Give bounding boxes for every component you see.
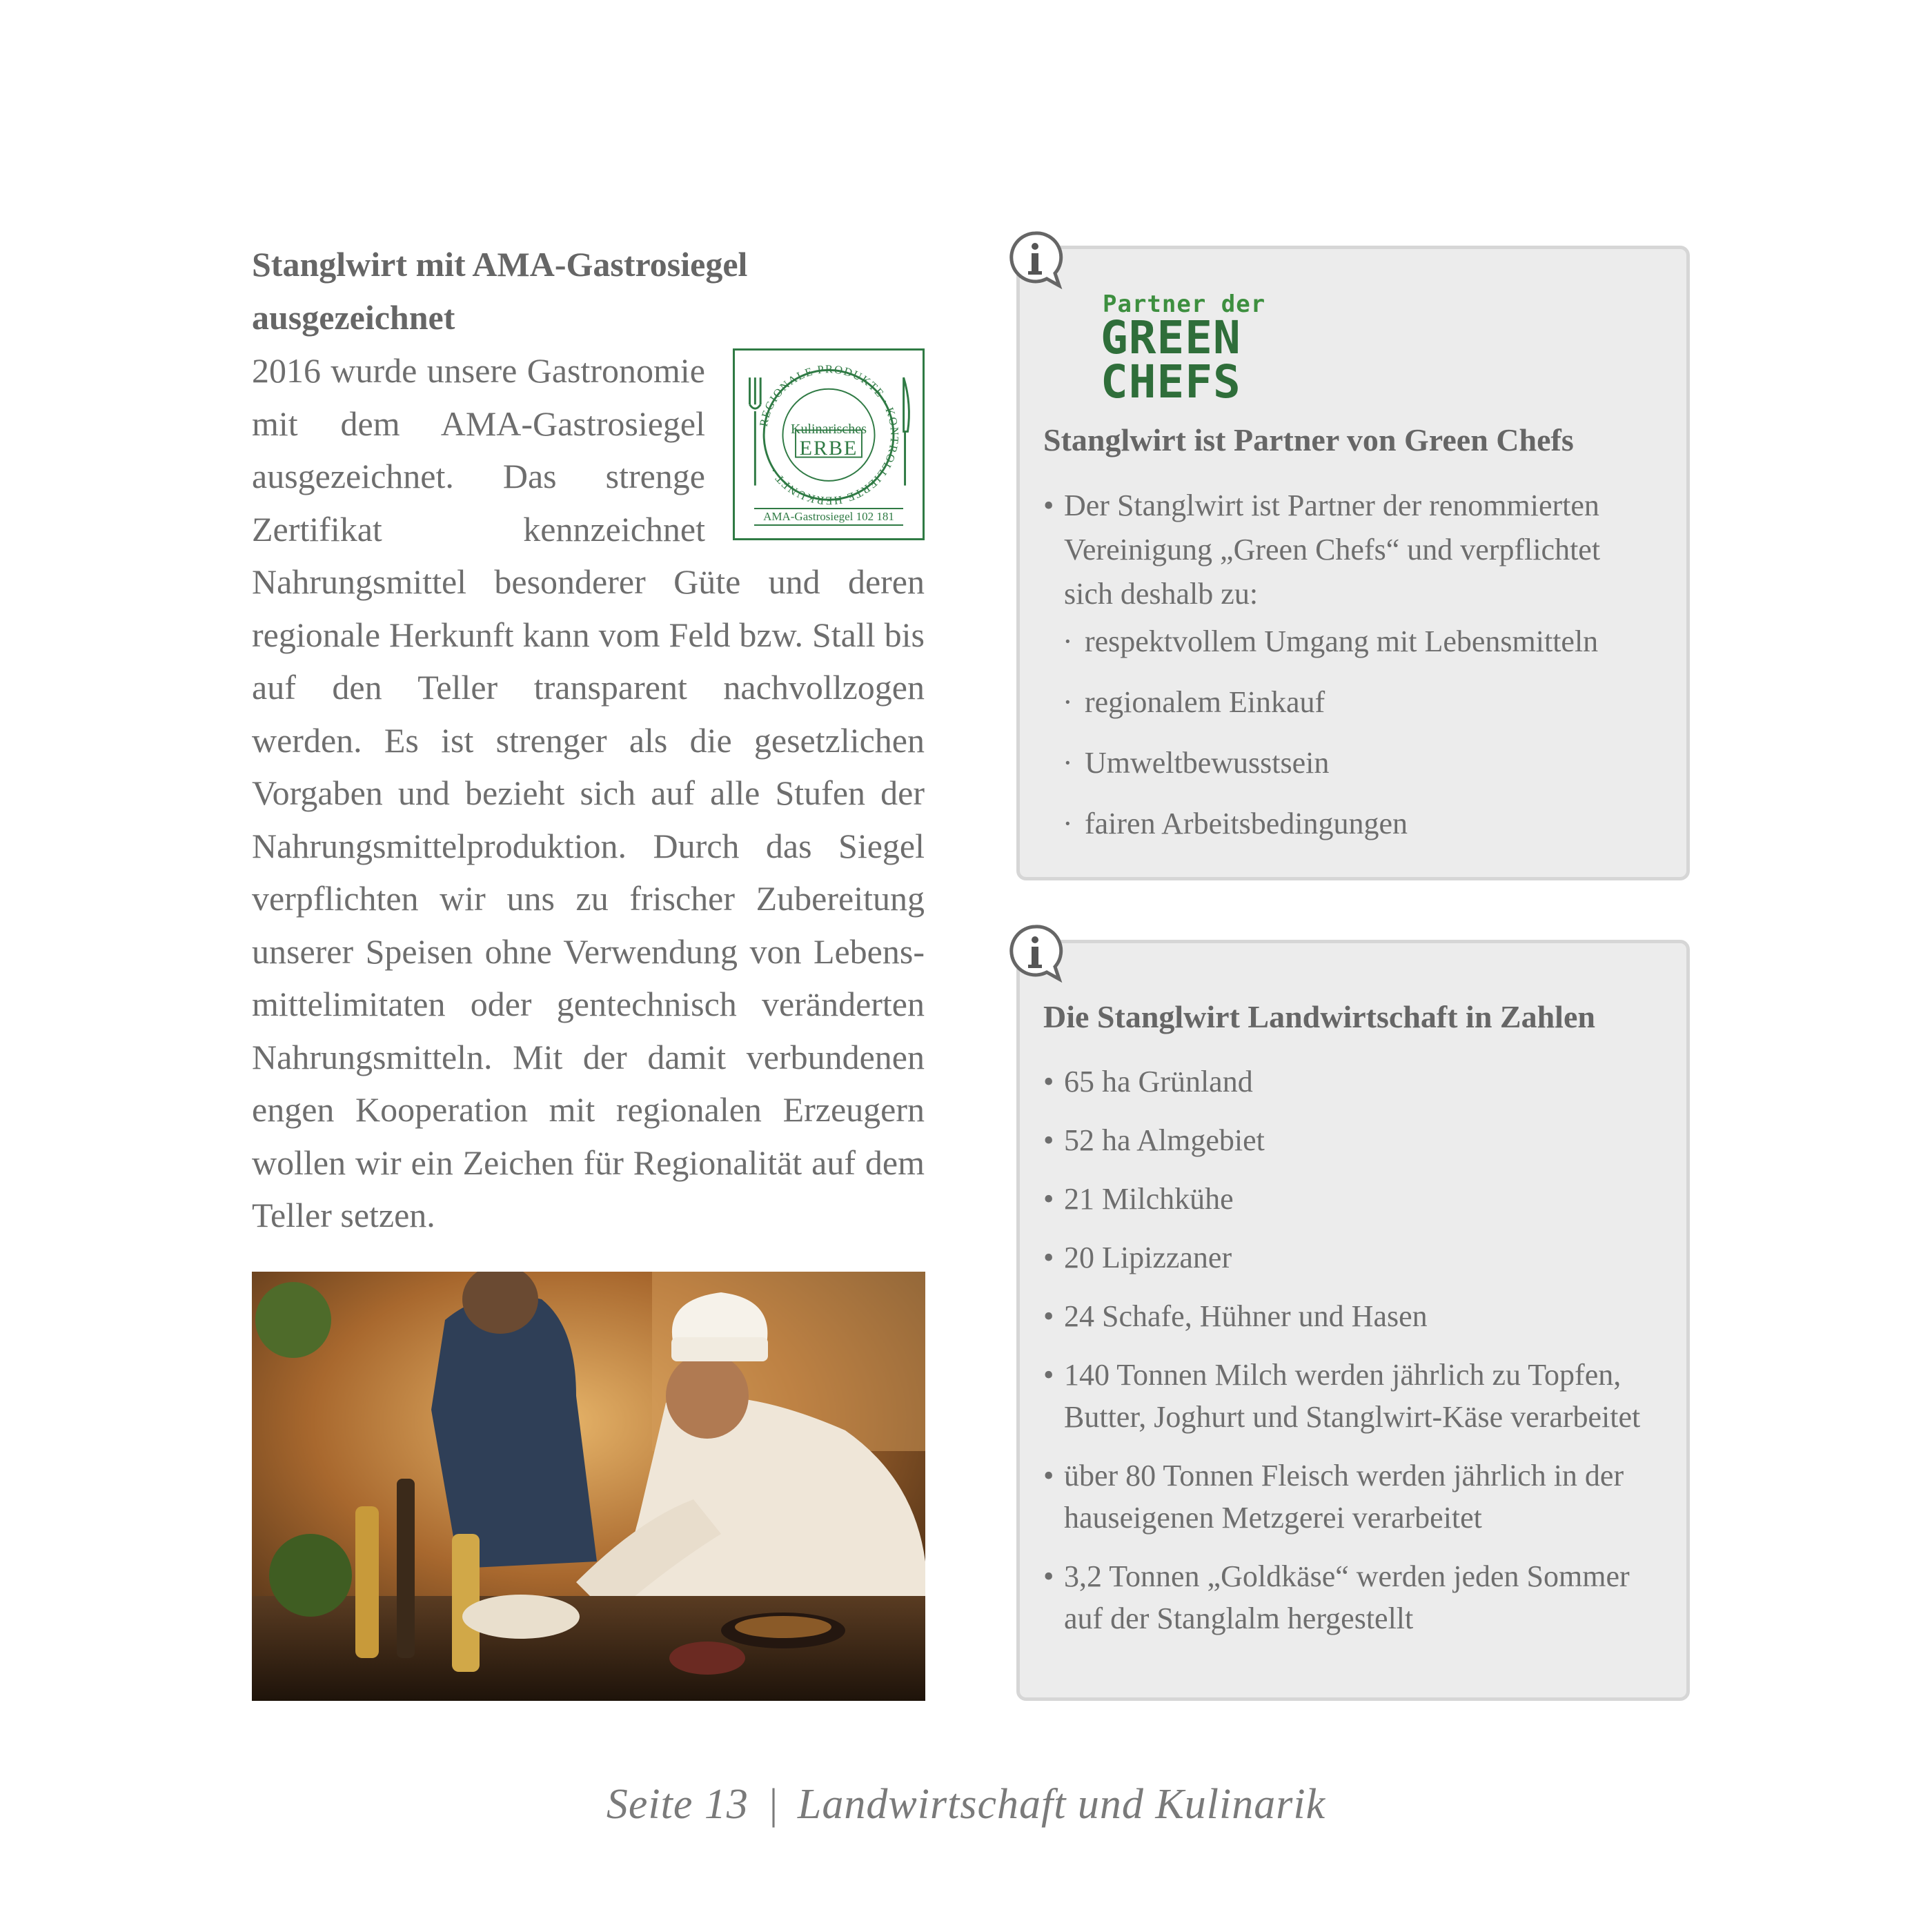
list-item [1043,484,1645,616]
article-body: 2016 wurde unsere Gastronomie mit dem AMA-Gastrosiegel ausgezeichnet. Das strenge Zertifikat kennzeichnet Nahrungsmittel besonderer Güte und deren regionale Herkunft kann vom Feld bzw. Stall bis auf den Teller transparent nachvollzogen werden. Es ist strenger als die gesetzlichen Vorgaben und bezieht sich auf alle Stufen der Nahrungsmittelproduktion. Durch das Siegel verpflichten wir uns zu frischer Zubereitung unserer Speisen ohne Verwendung von Lebensmittelimitaten oder gentechnisch veränderten Nahrungsmitteln. Mit der damit verbundenen engen Kooperation mit regionalen Erzeugern wollen wir ein Zeichen für Regionalität auf dem Teller setzen. [252,351,925,1234]
bullet-icon: • [1043,1182,1054,1216]
seal-caption: AMA-Gastrosiegel 102 181 [754,508,903,526]
sub-bullet-icon: · [1063,624,1073,658]
list-item: · regionalem Einkauf [1063,682,1659,743]
green-chefs-heading: Stanglwirt ist Partner von Green Chefs [1043,422,1574,457]
list-item: • 65 ha Grünland [1043,1061,1645,1103]
logo-partner-der: Partner der [1103,290,1266,318]
bullet-icon: • [1043,1358,1054,1392]
green-chefs-sub-list [1063,622,1659,865]
sub-bullet-icon: · [1063,746,1073,780]
numbers-box [1016,940,1690,1701]
bullet-icon: • [1043,1241,1054,1274]
logo-chefs: CHEFS [1101,355,1241,408]
chef-cooking-photo [252,1272,925,1701]
green-chefs-logo [1101,290,1303,408]
list-item: · Umweltbewusstsein [1063,743,1659,804]
article-column [252,238,925,1242]
section-title: Landwirtschaft und Kulinarik [797,1781,1326,1828]
seal-line-1: Kulinarisches [791,422,867,437]
page-number: Seite 13 [606,1781,749,1828]
seal-ring-text: REGIONALE PRODUKTE · KONTROLLIERTE HERKUNFT · [756,362,902,508]
info-icon [1004,921,1066,983]
ama-gastrosiegel-seal [733,348,925,540]
bullet-text: Der Stanglwirt ist Partner der renommierten Vereinigung „Green Chefs“ und verpflichtet sich deshalb zu: [1064,489,1601,611]
bullet-icon: • [1043,489,1054,522]
bullet-icon: • [1043,1459,1054,1492]
bullet-icon: • [1043,1559,1054,1593]
green-chefs-bullets [1043,484,1645,616]
green-chefs-box [1016,246,1690,880]
list-item: • 21 Milchkühe [1043,1178,1645,1220]
list-item: • 24 Schafe, Hühner und Hasen [1043,1295,1645,1337]
bullet-icon: • [1043,1123,1054,1157]
page-footer [0,1780,1932,1829]
list-item: • 20 Lipizzaner [1043,1236,1645,1279]
info-icon [1004,228,1066,290]
bullet-icon: • [1043,1065,1054,1098]
numbers-list [1043,1061,1645,1656]
numbers-heading: Die Stanglwirt Landwirtschaft in Zahlen [1043,999,1595,1034]
sub-bullet-icon: · [1063,807,1073,840]
seal-line-2: ERBE [799,437,858,460]
list-item: • 140 Tonnen Milch werden jährlich zu Topfen, Butter, Joghurt und Stanglwirt-Käse verarbeitet [1043,1354,1645,1438]
list-item: · respektvollem Umgang mit Lebensmitteln [1063,622,1659,682]
logo-green: GREEN [1101,311,1241,364]
list-item: · fairen Arbeitsbedingungen [1063,804,1659,865]
footer-separator: | [767,1781,780,1828]
list-item: • 52 ha Almgebiet [1043,1119,1645,1161]
bullet-icon: • [1043,1299,1054,1333]
list-item: • 3,2 Tonnen „Goldkäse“ werden jeden Sommer auf der Stanglalm hergestellt [1043,1555,1645,1639]
sub-bullet-icon: · [1063,685,1073,719]
article-title: Stanglwirt mit AMA-Gastrosiegel ausgezeichnet [252,245,748,337]
list-item: • über 80 Tonnen Fleisch werden jährlich in der hauseigenen Metzgerei verarbeitet [1043,1455,1645,1539]
